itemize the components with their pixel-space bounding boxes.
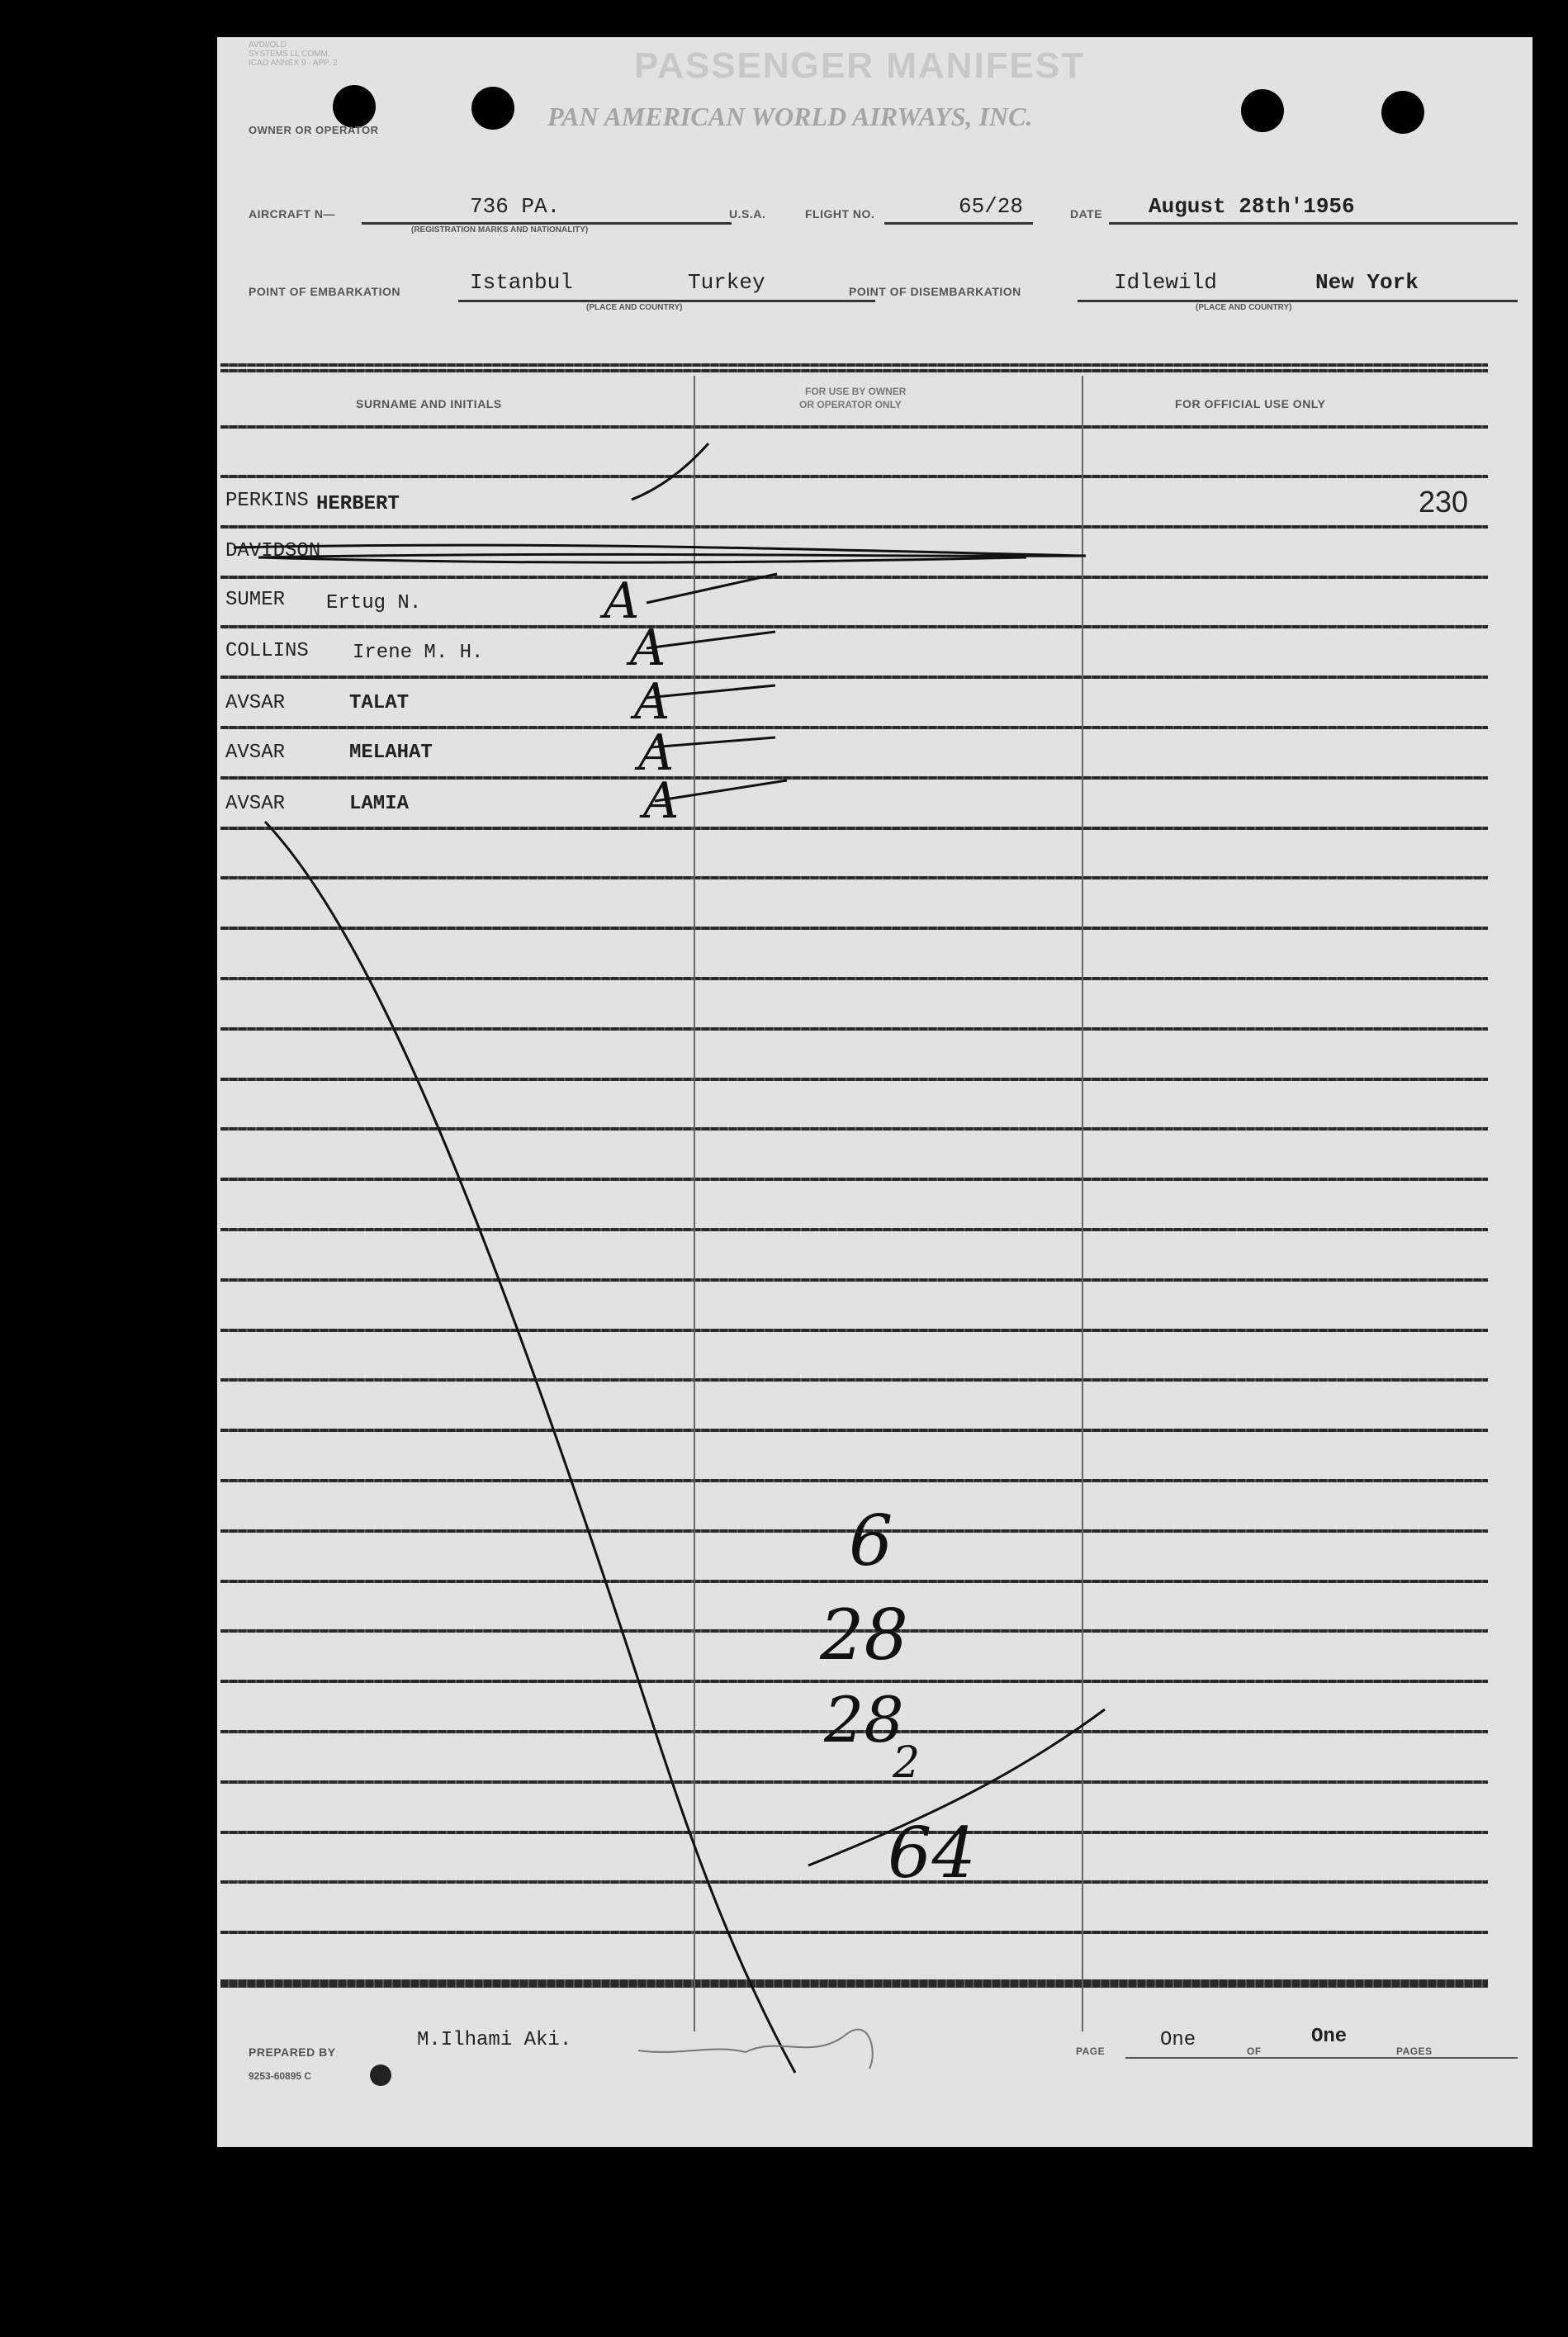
flight-value: 65/28 (959, 194, 1024, 219)
disembarkation-country: New York (1315, 270, 1419, 295)
passenger-given-name: LAMIA (349, 793, 410, 815)
passenger-given-name: Irene M. H. (353, 642, 484, 664)
strikethrough-scribble (234, 545, 1086, 562)
handwritten-mark: A (638, 724, 675, 782)
manifest-title: PASSENGER MANIFEST (634, 45, 1086, 86)
manifest-sheet (217, 37, 1532, 2147)
aircraft-value: 736 PA. (470, 194, 561, 219)
passenger-surname: PERKINS (225, 490, 309, 512)
passenger-surname: COLLINS (225, 640, 309, 662)
handwritten-mark: A (604, 572, 640, 630)
page-value: One (1160, 2029, 1196, 2051)
signature-stroke (638, 2030, 873, 2069)
passenger-given-name: HERBERT (316, 493, 400, 515)
handwritten-mark: A (634, 673, 670, 731)
handwritten-strokes (217, 37, 1532, 2147)
passenger-surname: DAVIDSON (225, 540, 321, 562)
tally-number: 28 (824, 1683, 904, 1756)
of-label: OF (1247, 2045, 1262, 2057)
passenger-given-name: TALAT (349, 692, 410, 714)
official-use-value: 230 (1419, 485, 1469, 519)
prepared-by-label: PREPARED BY (249, 2045, 336, 2059)
column-header-owner-line1: FOR USE BY OWNER (805, 386, 907, 397)
embarkation-sublabel: (PLACE AND COUNTRY) (586, 303, 683, 312)
handwritten-mark: A (630, 619, 666, 677)
footer-underline (1125, 2057, 1518, 2059)
disembarkation-place: Idlewild (1114, 270, 1217, 295)
tally-number: 2 (893, 1738, 921, 1788)
aircraft-label: AIRCRAFT N— (249, 207, 336, 220)
passenger-given-name: Ertug N. (326, 592, 422, 614)
tick-line (647, 632, 775, 648)
long-diagonal-stroke (265, 822, 795, 2073)
date-value: August 28th'1956 (1149, 194, 1355, 219)
owner-name: PAN AMERICAN WORLD AIRWAYS, INC. (547, 102, 1033, 131)
handwritten-mark: A (643, 772, 680, 830)
passenger-surname: AVSAR (225, 793, 286, 815)
flight-label: FLIGHT NO. (805, 207, 875, 220)
corner-note-line: AVDI/OLD (249, 40, 287, 50)
embarkation-label: POINT OF EMBARKATION (249, 285, 400, 298)
column-header-surname: SURNAME AND INITIALS (356, 397, 502, 410)
tally-number: 64 (888, 1813, 976, 1894)
page-label: PAGE (1076, 2045, 1106, 2057)
of-value: One (1311, 2026, 1348, 2048)
embarkation-country: Turkey (688, 270, 765, 295)
disembarkation-label: POINT OF DISEMBARKATION (849, 285, 1021, 298)
form-number: 9253-60895 C (249, 2070, 312, 2082)
prepared-by-value: M.Ilhami Aki. (417, 2029, 572, 2051)
date-label: DATE (1070, 207, 1103, 220)
passenger-surname: SUMER (225, 589, 286, 611)
passenger-surname: AVSAR (225, 742, 286, 764)
aircraft-sublabel: (REGISTRATION MARKS AND NATIONALITY) (411, 225, 589, 235)
passenger-surname: AVSAR (225, 692, 286, 714)
round-stamp (370, 2064, 391, 2086)
checkmark-stroke (632, 443, 708, 500)
embarkation-place: Istanbul (470, 270, 573, 295)
disembarkation-sublabel: (PLACE AND COUNTRY) (1196, 303, 1292, 312)
passenger-given-name: MELAHAT (349, 742, 433, 764)
usa-label: U.S.A. (729, 207, 766, 220)
column-header-owner-line2: OR OPERATOR ONLY (799, 399, 902, 410)
corner-note-line: SYSTEMS LL COMM. (249, 50, 330, 59)
column-header-official: FOR OFFICIAL USE ONLY (1175, 397, 1326, 410)
tally-number: 6 (849, 1500, 893, 1581)
owner-label: OWNER OR OPERATOR (249, 124, 379, 136)
pages-label: PAGES (1396, 2045, 1433, 2057)
corner-note-line: ICAO ANNEX 9 - APP. 2 (249, 59, 338, 68)
tally-number: 28 (820, 1595, 908, 1676)
tick-line (647, 574, 777, 603)
